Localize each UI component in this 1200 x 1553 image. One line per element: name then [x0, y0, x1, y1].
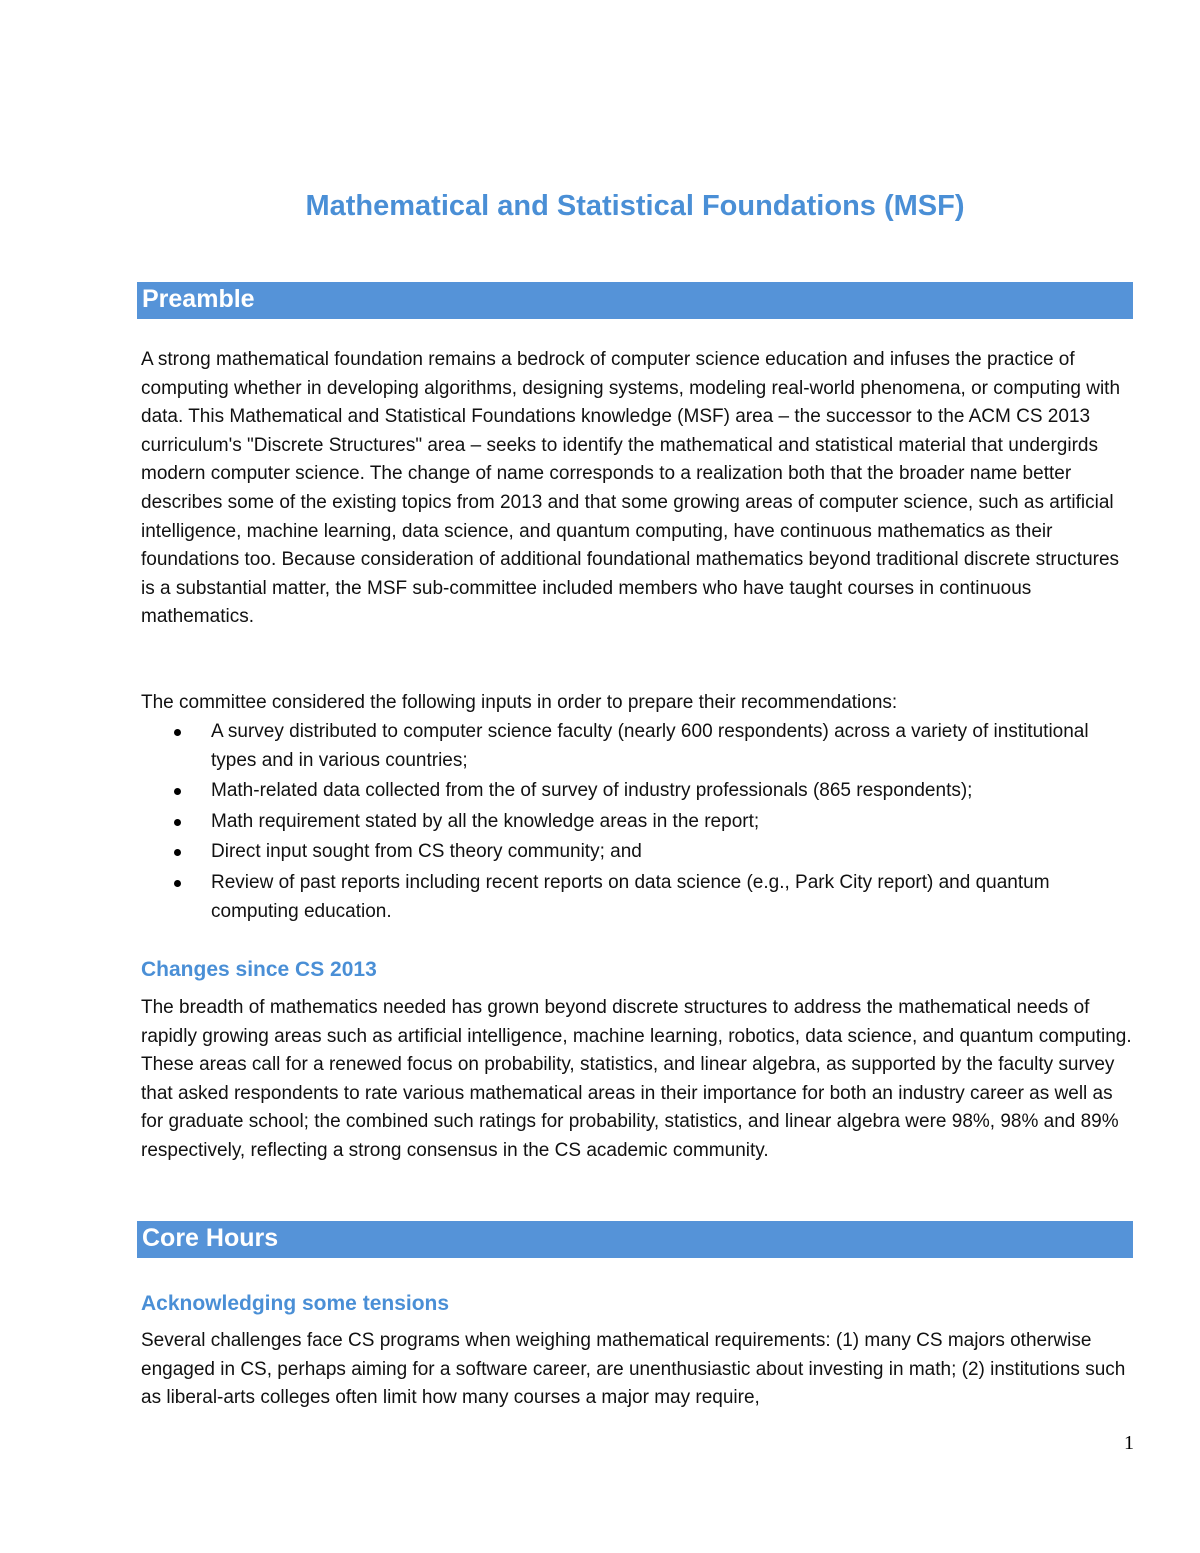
list-item-text: Math-related data collected from the of survey of industry professionals (865 respondents);	[211, 780, 973, 802]
list-item	[141, 718, 1136, 775]
section-heading-core-hours: Core Hours	[137, 1221, 1133, 1258]
list-item	[141, 808, 1136, 837]
bullet-icon	[174, 849, 181, 856]
bullet-icon	[174, 819, 181, 826]
list-item-text: Math requirement stated by all the knowledge areas in the report;	[211, 810, 760, 832]
bullet-icon	[174, 788, 181, 795]
subheading-changes-since-cs-2013: Changes since CS 2013	[141, 958, 377, 981]
section-heading-preamble: Preamble	[137, 282, 1133, 319]
preamble-paragraph-2: The committee considered the following inputs in order to prepare their recommendations:	[141, 692, 898, 713]
list-item	[141, 777, 1136, 806]
list-item	[141, 869, 1136, 926]
bullet-icon	[174, 729, 181, 736]
changes-paragraph: The breadth of mathematics needed has grown beyond discrete structures to address the mathematical needs of rapidly growing areas such as artificial intelligence, machine learning, robotics, data science, and quantum computing. These areas call for a renewed focus on probability, statistics, and linear algebra, as supported by the faculty survey that asked respondents to rate various mathematical areas in their importance for both an industry career as well as for graduate school; the combined such ratings for probability, statistics, and linear algebra were 98%, 98% and 89% respectively, reflecting a strong consensus in the CS academic community.	[141, 997, 1132, 1161]
document-title: Mathematical and Statistical Foundations (MSF)	[305, 190, 965, 222]
bullet-icon	[174, 880, 181, 887]
inputs-bullet-list	[141, 718, 1136, 928]
list-item-text: Review of past reports including recent reports on data science (e.g., Park City report) and quantum computing education.	[211, 871, 1050, 922]
preamble-paragraph-1: A strong mathematical foundation remains a bedrock of computer science education and infuses the practice of computing whether in developing algorithms, designing systems, modeling real-world phenomena, or computing with data. This Mathematical and Statistical Foundations knowledge (MSF) area – the successor to the ACM CS 2013 curriculum's "Discrete Structures" area – seeks to identify the mathematical and statistical material that undergirds modern computer science. The change of name corresponds to a realization both that the broader name better describes some of the existing topics from 2013 and that some growing areas of computer science, such as artificial intelligence, machine learning, data science, and quantum computing, have continuous mathematics as their foundations too. Because consideration of additional foundational mathematics beyond traditional discrete structures is a substantial matter, the MSF sub-committee included members who have taught courses in continuous mathematics.	[141, 349, 1121, 628]
list-item-text: A survey distributed to computer science faculty (nearly 600 respondents) across a variety of institutional types and in various countries;	[211, 721, 1089, 771]
list-item	[141, 838, 1136, 867]
core-hours-paragraph: Several challenges face CS programs when weighing mathematical requirements: (1) many CS majors otherwise engaged in CS, perhaps aiming for a software career, are unenthusiastic about investing in math; (2) institutions such as liberal-arts colleges often limit how many courses a major may require,	[141, 1330, 1126, 1409]
page-number: 1	[1124, 1432, 1134, 1454]
subheading-acknowledging-some-tensions: Acknowledging some tensions	[141, 1292, 450, 1315]
list-item-text: Direct input sought from CS theory community; and	[211, 841, 642, 863]
